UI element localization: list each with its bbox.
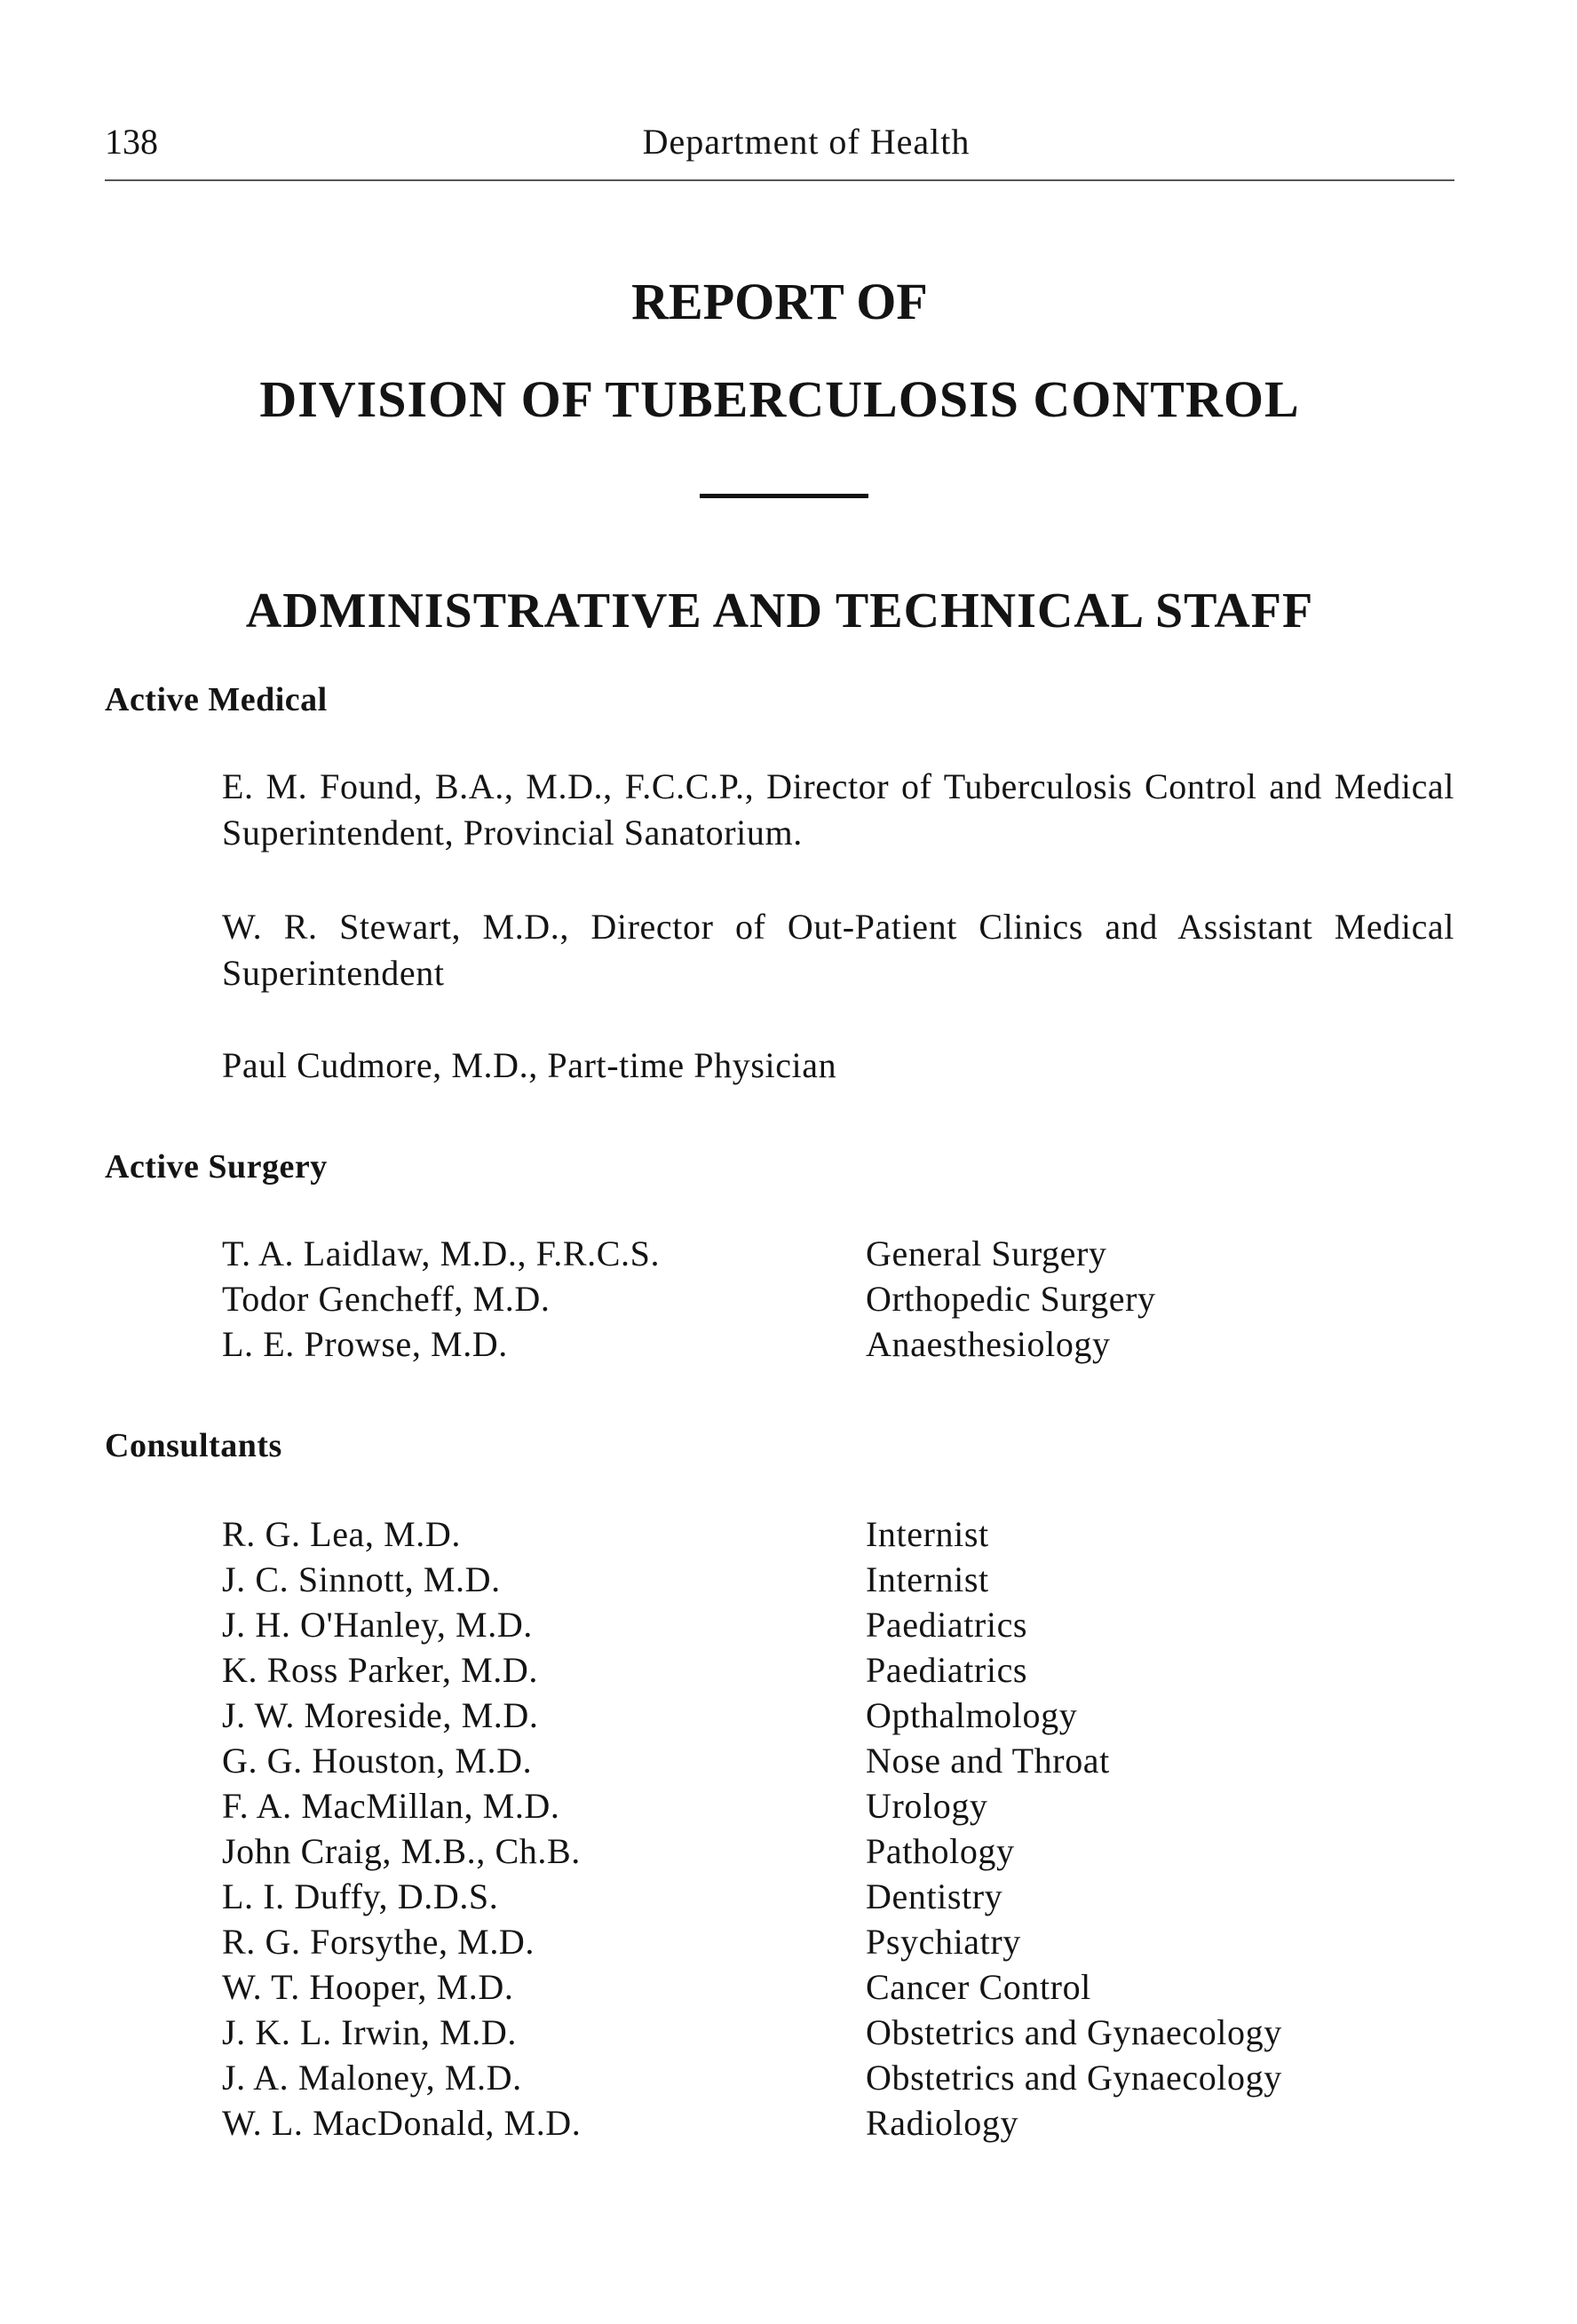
staff-row [222, 1647, 1454, 1693]
staff-specialty: Urology [866, 1786, 988, 1826]
staff-name: W. T. Hooper, M.D. [222, 1967, 514, 2007]
staff-specialty: Dentistry [866, 1876, 1003, 1916]
staff-specialty: Cancer Control [866, 1967, 1091, 2007]
staff-row [222, 1321, 1454, 1367]
staff-row [222, 1231, 1454, 1276]
medical-entry: Paul Cudmore, M.D., Part-time Physician [222, 1045, 837, 1085]
staff-specialty: Opthalmology [866, 1695, 1078, 1735]
staff-row [222, 1693, 1454, 1738]
running-header [105, 115, 1454, 169]
staff-name: L. I. Duffy, D.D.S. [222, 1876, 499, 1916]
staff-row [222, 1557, 1454, 1602]
staff-name: J. K. L. Irwin, M.D. [222, 2012, 517, 2052]
title-divider [700, 494, 868, 498]
active-surgery-heading: Active Surgery [105, 1148, 328, 1186]
staff-name: J. H. O'Hanley, M.D. [222, 1605, 533, 1645]
staff-name: J. C. Sinnott, M.D. [222, 1559, 501, 1599]
staff-specialty: Anaesthesiology [866, 1324, 1111, 1364]
report-title-line-1: REPORT OF [631, 273, 928, 330]
staff-name: F. A. MacMillan, M.D. [222, 1786, 560, 1826]
page-number: 138 [105, 122, 158, 162]
staff-name: John Craig, M.B., Ch.B. [222, 1831, 581, 1871]
staff-specialty: Obstetrics and Gynaecology [866, 2012, 1282, 2052]
staff-row [222, 1511, 1454, 1557]
running-title: Department of Health [642, 122, 971, 162]
staff-specialty: Paediatrics [866, 1650, 1028, 1690]
staff-specialty: Internist [866, 1514, 989, 1554]
staff-name: R. G. Lea, M.D. [222, 1514, 461, 1554]
staff-row [222, 2010, 1454, 2055]
staff-row [222, 1602, 1454, 1647]
staff-row [222, 1276, 1454, 1321]
staff-specialty: Paediatrics [866, 1605, 1028, 1645]
medical-entry: W. R. Stewart, M.D., Director of Out-Patient Clinics and Assistant Medical Superintendent [222, 907, 1454, 993]
surgery-staff-list [222, 1231, 1454, 1367]
medical-entry: E. M. Found, B.A., M.D., F.C.C.P., Director of Tuberculosis Control and Medical Superintendent, Provincial Sanatorium. [222, 766, 1454, 853]
staff-specialty: General Surgery [866, 1233, 1107, 1273]
staff-row [222, 2055, 1454, 2100]
staff-row [222, 2100, 1454, 2146]
staff-row [222, 1874, 1454, 1919]
staff-specialty: Internist [866, 1559, 989, 1599]
staff-specialty: Nose and Throat [866, 1741, 1110, 1781]
staff-name: J. A. Maloney, M.D. [222, 2058, 522, 2098]
header-rule [105, 179, 1454, 181]
staff-name: J. W. Moreside, M.D. [222, 1695, 539, 1735]
staff-name: Todor Gencheff, M.D. [222, 1279, 551, 1319]
staff-name: R. G. Forsythe, M.D. [222, 1922, 535, 1962]
staff-name: T. A. Laidlaw, M.D., F.R.C.S. [222, 1233, 661, 1273]
staff-name: G. G. Houston, M.D. [222, 1741, 533, 1781]
staff-specialty: Orthopedic Surgery [866, 1279, 1156, 1319]
staff-row [222, 1828, 1454, 1874]
active-medical-heading: Active Medical [105, 681, 328, 718]
staff-row [222, 1964, 1454, 2010]
staff-name: L. E. Prowse, M.D. [222, 1324, 508, 1364]
staff-section-title: ADMINISTRATIVE AND TECHNICAL STAFF [245, 583, 1314, 639]
staff-row [222, 1919, 1454, 1964]
staff-name: K. Ross Parker, M.D. [222, 1650, 538, 1690]
report-title-line-2: DIVISION OF TUBERCULOSIS CONTROL [259, 370, 1300, 428]
staff-row [222, 1738, 1454, 1783]
consultants-heading: Consultants [105, 1427, 282, 1464]
staff-name: W. L. MacDonald, M.D. [222, 2103, 582, 2143]
staff-specialty: Radiology [866, 2103, 1019, 2143]
staff-specialty: Obstetrics and Gynaecology [866, 2058, 1282, 2098]
staff-row [222, 1783, 1454, 1828]
consultants-list [222, 1511, 1454, 2146]
staff-specialty: Pathology [866, 1831, 1015, 1871]
staff-specialty: Psychiatry [866, 1922, 1021, 1962]
